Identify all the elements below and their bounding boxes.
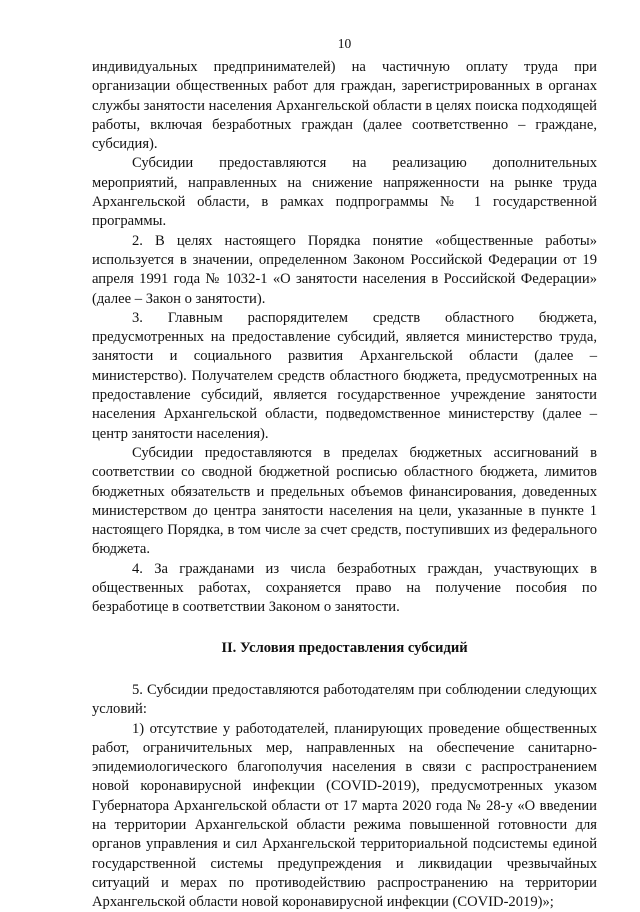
paragraph-condition-1: 1) отсутствие у работодателей, планирующих проведение общественных работ, ограничительных мер, направленных на обеспечение санитарно-эпидемиологического благополучия населения в связи с распространением новой коронавирусной инфекции (COVID-2019), предусмотренных указом Губернатора Архангельской области от 17 марта 2020 года № 28-у «О введении на территории Архангельской области режима повышенной готовности для органов управления и сил Архангельской территориальной подсистемы единой государственной системы предупреждения и ликвидации чрезвычайных ситуаций и мерах по противодействию распространению на территории Архангельской области новой коронавирусной инфекции (COVID-2019)»; [92, 720, 597, 912]
paragraph-item-5: 5. Субсидии предоставляются работодателям при соблюдении следующих условий: [92, 681, 597, 720]
paragraph-item-4: 4. За гражданами из числа безработных граждан, участвующих в общественных работах, сохраняется право на получение пособия по безработице в соответствии Законом о занятости. [92, 560, 597, 618]
paragraph-continuation: индивидуальных предпринимателей) на частичную оплату труда при организации общественных работ для граждан, зарегистрированных в органах службы занятости населения Архангельской области в целях поиска подходящей работы, включая безработных граждан (далее соответственно – граждане, субсидия). [92, 58, 597, 154]
document-body [92, 58, 597, 912]
paragraph-item-3: 3. Главным распорядителем средств областного бюджета, предусмотренных на предоставление субсидий, является министерство труда, занятости и социального развития Архангельской области (далее – министерство). Получателем средств областного бюджета, предусмотренных на предоставление субсидий, является государственное учреждение занятости населения Архангельской области, подведомственное министерству (далее – центр занятости населения). [92, 309, 597, 444]
paragraph-budget-limits: Субсидии предоставляются в пределах бюджетных ассигнований в соответствии со сводной бюджетной росписью областного бюджета, лимитов бюджетных обязательств и предельных объемов финансирования, доведенных министерством до центра занятости населения на цели, указанные в пункте 1 настоящего Порядка, в том числе за счет средств, поступивших из федерального бюджета. [92, 444, 597, 560]
paragraph-item-2: 2. В целях настоящего Порядка понятие «общественные работы» используется в значении, определенном Законом Российской Федерации от 19 апреля 1991 года № 1032-1 «О занятости населения в Российской Федерации» (далее – Закон о занятости). [92, 232, 597, 309]
section-heading: II. Условия предоставления субсидий [92, 639, 597, 658]
paragraph-subsidy-purpose: Субсидии предоставляются на реализацию дополнительных мероприятий, направленных на снижение напряженности на рынке труда Архангельской области, в рамках подпрограммы № 1 государственной программы. [92, 154, 597, 231]
page-number: 10 [92, 36, 597, 52]
